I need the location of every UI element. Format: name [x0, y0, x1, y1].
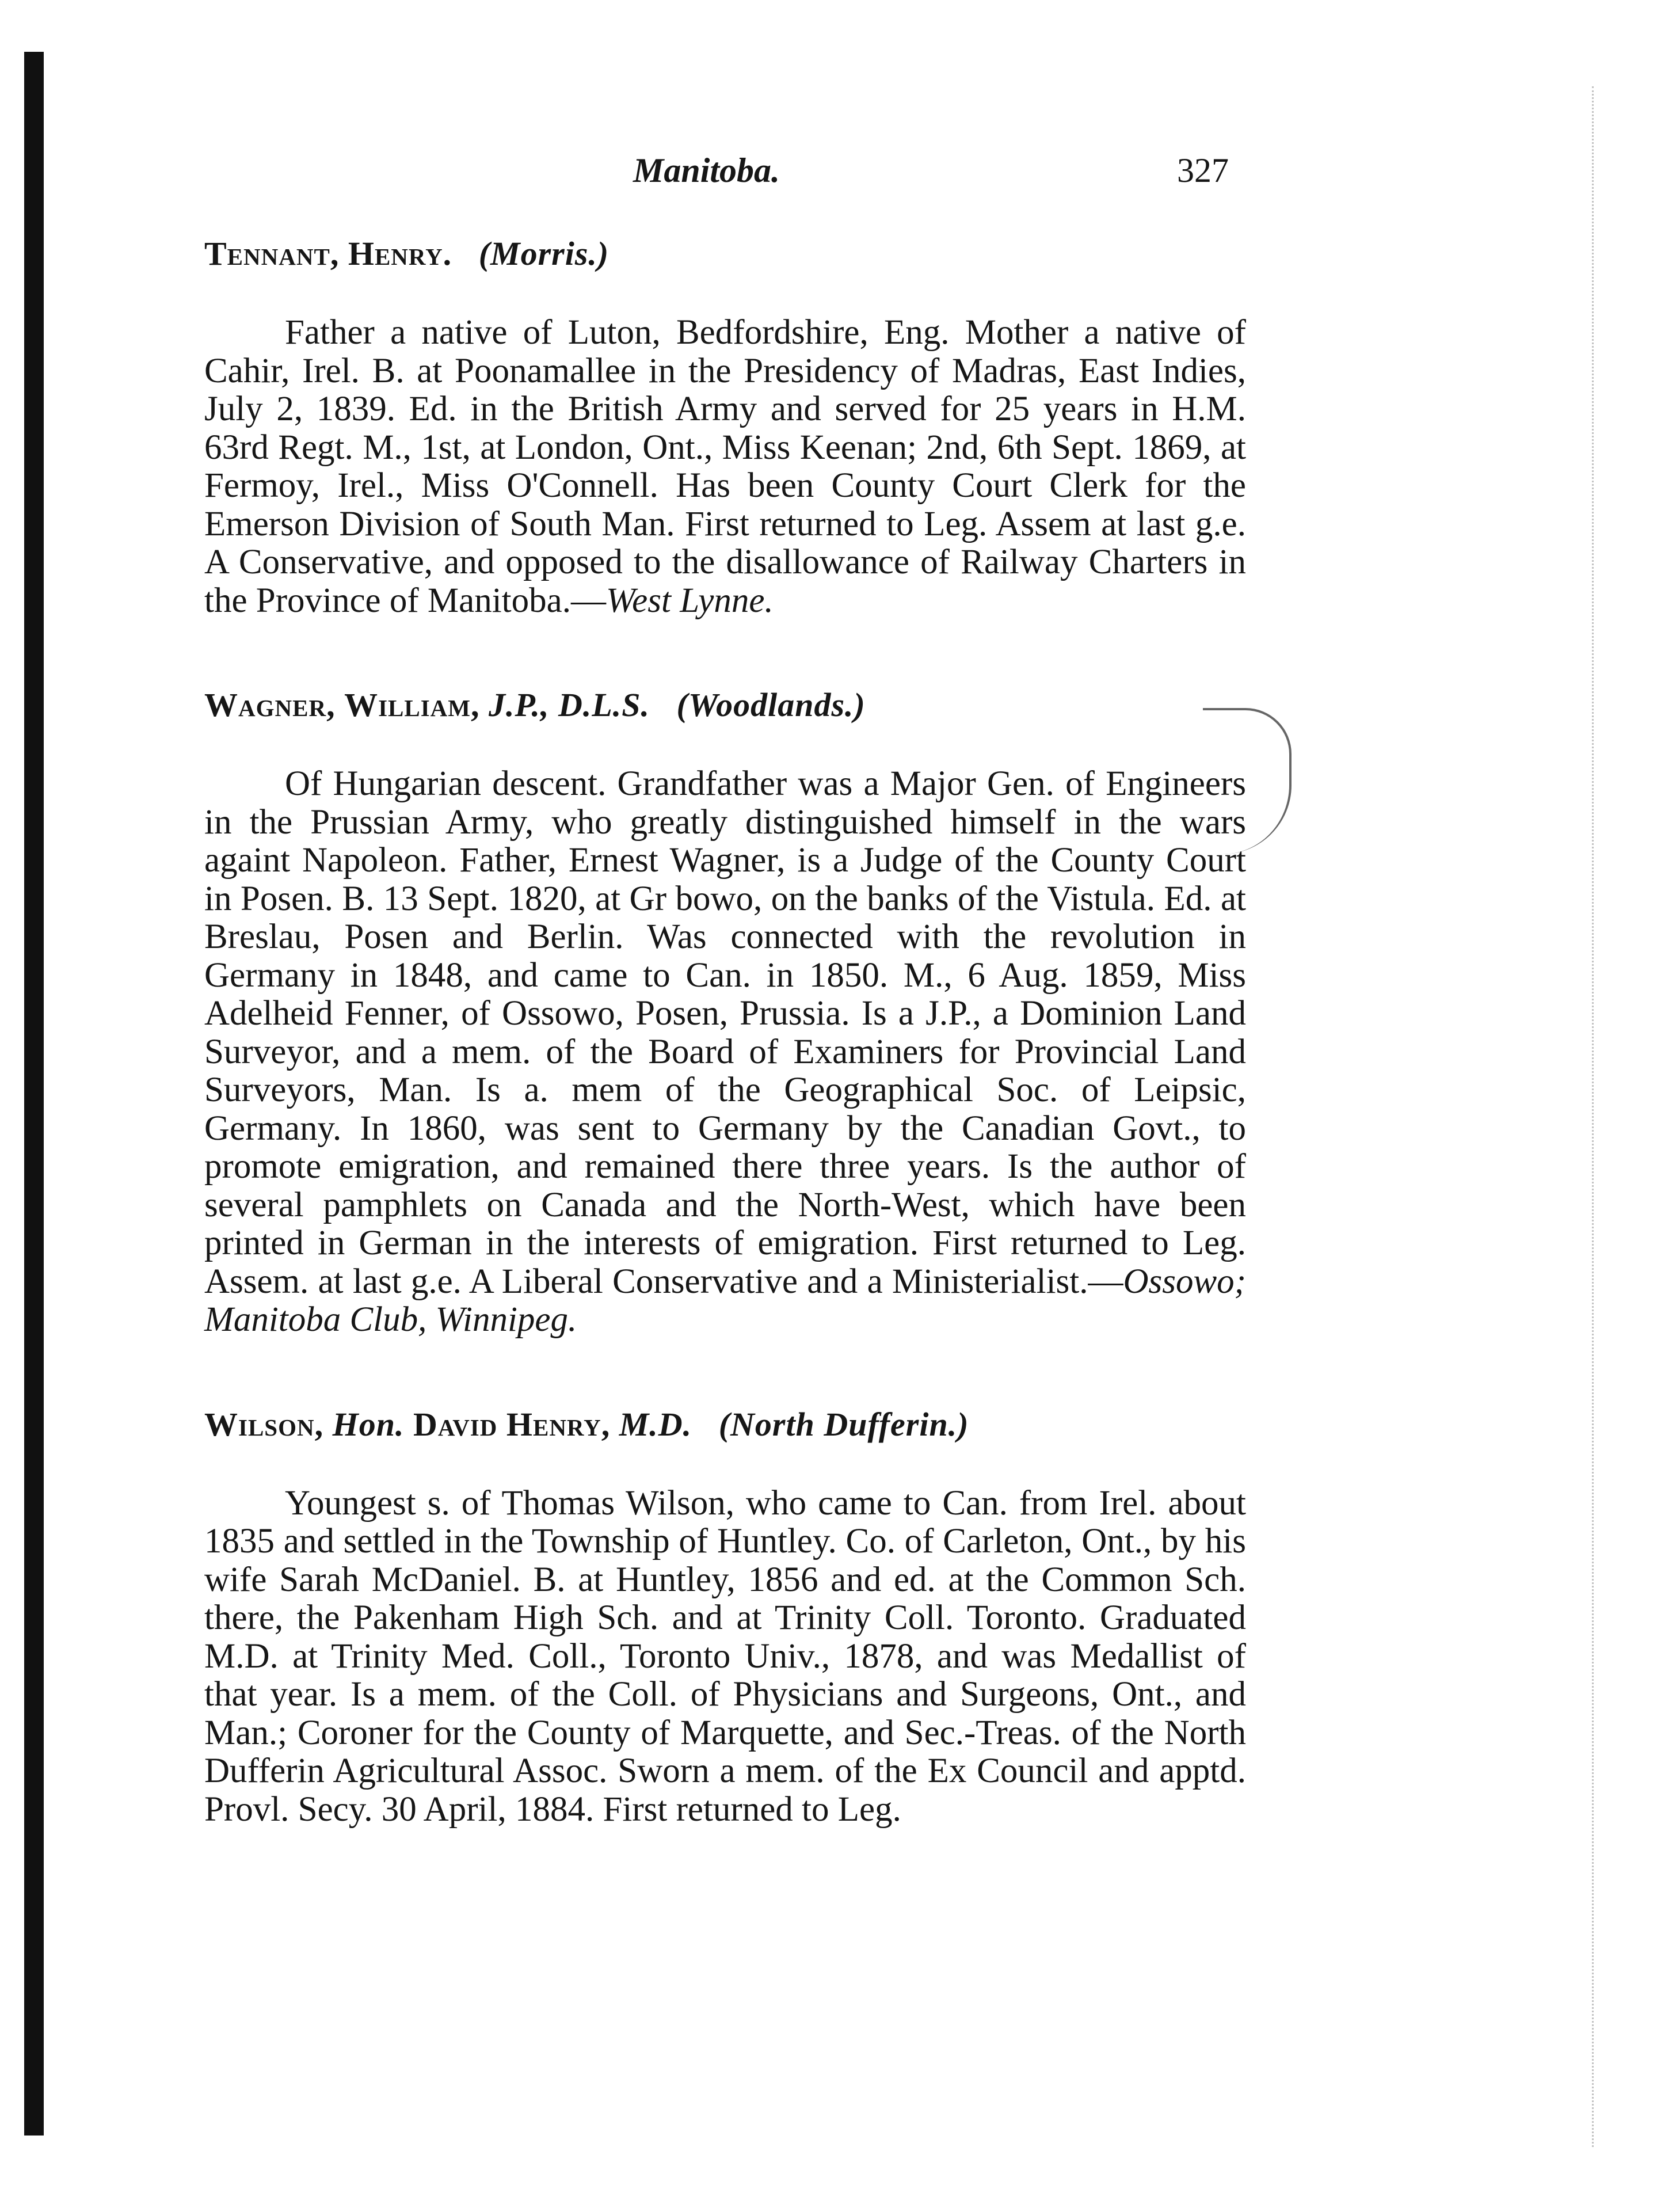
entry-given-name: William,	[344, 686, 480, 724]
entry-constituency: (Morris.)	[478, 235, 609, 272]
entry-address: West Lynne.	[605, 581, 774, 620]
entry-given-name: David Henry,	[413, 1405, 611, 1443]
entry-given-name: Henry.	[348, 235, 452, 272]
entry-heading	[204, 1404, 1246, 1445]
scan-binding-edge	[24, 52, 44, 2136]
entry-tennant	[204, 233, 1246, 620]
entry-surname: Tennant,	[204, 235, 340, 272]
entry-body	[204, 765, 1246, 1339]
entry-title: J.P., D.L.S.	[489, 686, 650, 724]
entry-body-text: Youngest s. of Thomas Wilson, who came to Can. from Irel. about 1835 and settled in the Township of Huntley. Co. of Carleton, Ont., by his wife Sarah McDaniel. B. at Huntley, 1856 and ed. at the Common Sch. there, the Pakenham High Sch. and at Trinity Coll. Toronto. Graduated M.D. at Trinity Med. Coll., Toronto Univ., 1878, and was Medallist of that year. Is a mem. of the Coll. of Physicians and Surgeons, Ont., and Man.; Coroner for the County of Marquette, and Sec.-Treas. of the North Dufferin Agricultural Assoc. Sworn a mem. of the Ex Council and apptd. Provl. Secy. 30 April, 1884. First returned to Leg.	[204, 1483, 1246, 1829]
page-number: 327	[1177, 151, 1229, 189]
entry-heading	[204, 233, 1246, 275]
handwritten-bracket-mark	[1203, 708, 1292, 854]
entry-body	[204, 314, 1246, 620]
entry-title: M.D.	[619, 1405, 692, 1443]
entry-constituency: (North Dufferin.)	[718, 1405, 969, 1443]
entry-body-text: Father a native of Luton, Bedfordshire, Eng. Mother a native of Cahir, Irel. B. at Poonamallee in the Presidency of Madras, East Indies, July 2, 1839. Ed. in the British Army and served for 25 years in H.M. 63rd Regt. M., 1st, at London, Ont., Miss Keenan; 2nd, 6th Sept. 1869, at Fermoy, Irel., Miss O'Connell. Has been County Court Clerk for the Emerson Division of South Man. First returned to Leg. Assem at last g.e. A Conservative, and opposed to the disallowance of Railway Charters in the Province of Manitoba.—	[204, 313, 1246, 620]
page-header	[204, 151, 1240, 191]
page-content	[204, 233, 1246, 1829]
entry-constituency: (Woodlands.)	[676, 686, 866, 724]
entry-body	[204, 1484, 1246, 1829]
entry-heading	[204, 684, 1246, 726]
entry-honorific: Hon.	[332, 1405, 405, 1443]
entry-address: Ossowo; Manitoba Club, Winnipeg.	[204, 1262, 1246, 1339]
entry-wilson	[204, 1404, 1246, 1829]
entry-surname: Wilson,	[204, 1405, 324, 1443]
entry-surname: Wagner,	[204, 686, 336, 724]
scan-margin-specks	[1557, 86, 1594, 2147]
entry-wagner	[204, 684, 1246, 1339]
running-head: Manitoba.	[633, 151, 780, 189]
entry-body-text: Of Hungarian descent. Grandfather was a Major Gen. of Engineers in the Prussian Army, who greatly distinguished himself in the wars againt Napoleon. Father, Ernest Wagner, is a Judge of the County Court in Posen. B. 13 Sept. 1820, at Gr bowo, on the banks of the Vistula. Ed. at Breslau, Posen and Berlin. Was connected with the revolution in Germany in 1848, and came to Can. in 1850. M., 6 Aug. 1859, Miss Adelheid Fenner, of Ossowo, Posen, Prussia. Is a J.P., a Dominion Land Surveyor, and a mem. of the Board of Examiners for Provincial Land Surveyors, Man. Is a. mem of the Geographical Soc. of Leipsic, Germany. In 1860, was sent to Germany by the Canadian Govt., to promote emigration, and remained there three years. Is the author of several pamphlets on Canada and the North-West, which have been printed in German in the interests of emigration. First returned to Leg. Assem. at last g.e. A Liberal Conservative and a Ministerialist.—	[204, 764, 1246, 1301]
